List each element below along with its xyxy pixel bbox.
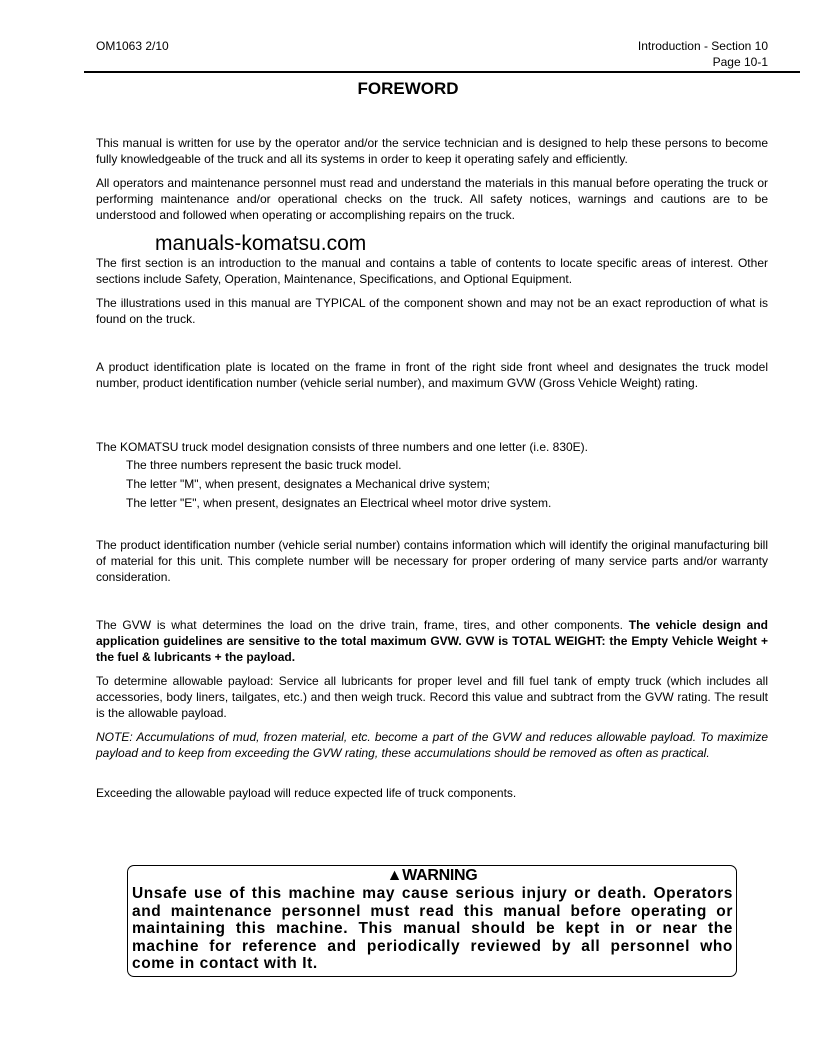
section-label: Introduction - Section 10	[637, 39, 768, 53]
note	[96, 729, 768, 761]
warning-body: Unsafe use of this machine may cause serious injury or death. Operators and maintenance personnel must read this manual before operating or maintaining this machine. This manual should be kept in or near the machine for reference and periodically reviewed by all personnel who come in contact with It.	[132, 885, 733, 973]
watermark: manuals-komatsu.com	[155, 232, 367, 255]
warning-label: WARNING	[402, 867, 478, 884]
header-rule	[84, 71, 800, 73]
paragraph: The KOMATSU truck model designation consists of three numbers and one letter (i.e. 830E).	[96, 440, 589, 454]
page-title: FOREWORD	[357, 79, 459, 98]
paragraph: This manual is written for use by the operator and/or the service technician and is designed to help these persons to become fully knowledgeable of the truck and all its systems in order to keep it operating safely and efficiently.	[96, 136, 768, 166]
paragraph: The illustrations used in this manual are TYPICAL of the component shown and may not be an exact reproduction of what is found on the truck.	[96, 296, 768, 326]
warning-box	[127, 865, 737, 977]
warning-title	[128, 867, 736, 885]
gvw-intro: The GVW is what determines the load on the drive train, frame, tires, and other components.	[96, 618, 629, 632]
designation-item: The letter "M", when present, designates a Mechanical drive system;	[126, 477, 491, 491]
paragraph: To determine allowable payload: Service all lubricants for proper level and fill fuel tank of empty truck (which includes all accessories, body liners, tailgates, etc.) and then weigh truck. Record this value and subtract from the GVW rating. The result is the allowable payload.	[96, 674, 768, 720]
note-text: NOTE: Accumulations of mud, frozen material, etc. become a part of the GVW and reduces allowable payload. To maximize payload and to keep from exceeding the GVW rating, these accumulations should be removed as often as practical.	[96, 730, 768, 760]
gvw-paragraph	[96, 617, 768, 665]
page-number: Page 10-1	[712, 55, 768, 69]
paragraph: The product identification number (vehicle serial number) contains information which will identify the original manufacturing bill of material for this unit. This complete number will be necessary for proper ordering of many service parts and/or warranty consideration.	[96, 538, 768, 584]
paragraph: Exceeding the allowable payload will reduce expected life of truck components.	[96, 786, 517, 800]
document-id: OM1063 2/10	[96, 39, 169, 53]
designation-item: The three numbers represent the basic truck model.	[126, 458, 402, 472]
paragraph: The first section is an introduction to the manual and contains a table of contents to locate specific areas of interest. Other sections include Safety, Operation, Maintenance, Specifications, and Optional Equipment.	[96, 256, 768, 286]
paragraph: A product identification plate is located on the frame in front of the right side front wheel and designates the truck model number, product identification number (vehicle serial number), and maximum GVW (Gross Vehicle Weight) rating.	[96, 360, 768, 390]
warning-triangle-icon: ▲	[386, 867, 403, 884]
gvw-emphasis: The vehicle design and application guidelines are sensitive to the total maximum GVW. GVW is TOTAL WEIGHT: the Empty Vehicle Weight + the fuel & lubricants + the payload.	[96, 618, 768, 664]
paragraph: All operators and maintenance personnel must read and understand the materials in this manual before operating the truck or performing maintenance and/or operational checks on the truck. All safety notices, warnings and cautions are to be understood and followed when operating or accomplishing repairs on the truck.	[96, 176, 768, 222]
designation-item: The letter "E", when present, designates an Electrical wheel motor drive system.	[126, 496, 552, 510]
